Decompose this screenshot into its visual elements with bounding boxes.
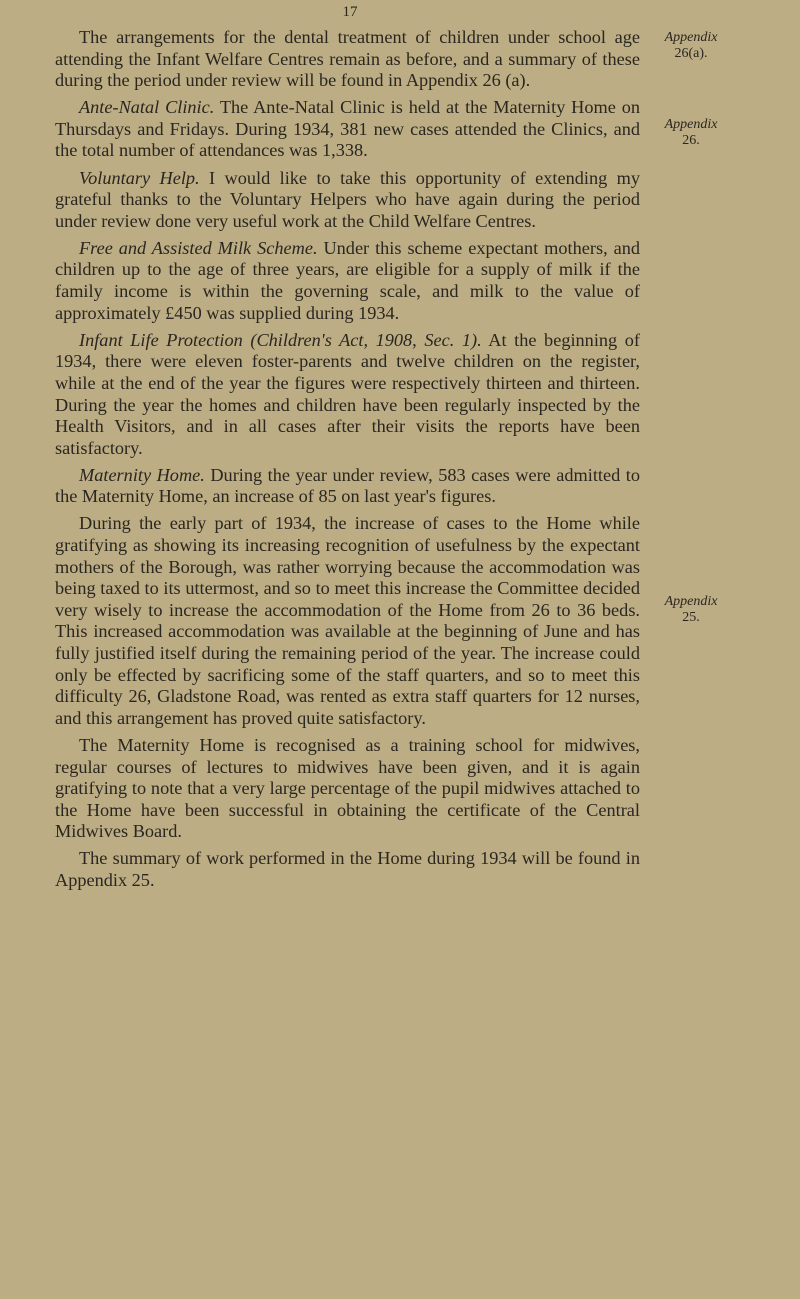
paragraph-text: The Ante-Natal Clinic is held at the Maternity Home on Thursdays and Fridays. During 1934, 381 new cases attended the Clinics, and the total number of attendances was 1,338.	[55, 97, 640, 161]
paragraph-text: At the beginning of 1934, there were eleven foster-parents and twelve children on the register, while at the end of the year the figures were respectively thirteen and thirteen. During the year the homes and children have been regularly inspected by the Health Visitors, and in all cases after their visits the reports have been satisfactory.	[55, 329, 641, 458]
paragraph-heading: Ante-Natal Clinic.	[79, 97, 215, 118]
paragraph-heading: Maternity Home.	[79, 464, 205, 485]
paragraph-heading: Voluntary Help.	[79, 167, 200, 188]
paragraph-text: I would like to take this opportunity of extending my grateful thanks to the Voluntary Helpers who have again during the period under review done very useful work at the Child Welfare Centres.	[55, 167, 640, 231]
paragraph-infant-life	[55, 330, 640, 460]
page-number: 17	[342, 4, 358, 20]
margin-note-label: Appendix	[664, 117, 718, 132]
paragraph-milk-scheme	[55, 238, 640, 324]
margin-note-appendix-26	[646, 117, 736, 149]
paragraph-accommodation	[55, 513, 640, 729]
paragraph-heading: Infant Life Protection (Children's Act, 1908, Sec. 1).	[79, 329, 482, 350]
paragraph-dental	[55, 27, 640, 92]
paragraph-maternity-home	[55, 465, 640, 508]
margin-note-appendix-25	[646, 594, 736, 626]
margin-note-ref: 26(a).	[674, 46, 708, 61]
margin-note-label: Appendix	[664, 594, 718, 609]
margin-note-label: Appendix	[664, 30, 718, 45]
paragraph-voluntary-help	[55, 168, 640, 233]
paragraph-training	[55, 735, 640, 843]
paragraph-text: The Maternity Home is recognised as a training school for midwives, regular courses of lectures to midwives have been given, and it is again gratifying to note that a very large percentage of the pupil midwives attached to the Home have been successful in obtaining the certificate of the Central Midwives Board.	[55, 734, 640, 842]
paragraph-text: The arrangements for the dental treatment of children under school age attending the Infant Welfare Centres remain as before, and a summary of these during the period under review will be found in Appendix 26 (a).	[55, 27, 640, 91]
margin-note-ref: 25.	[682, 610, 700, 625]
paragraph-text: During the year under review, 583 cases were admitted to the Maternity Home, an increase of 85 on last year's figures.	[55, 464, 641, 507]
document-body	[55, 27, 640, 897]
paragraph-text: The summary of work performed in the Home during 1934 will be found in Appendix 25.	[55, 848, 640, 890]
paragraph-ante-natal	[55, 97, 640, 162]
margin-note-ref: 26.	[682, 133, 700, 148]
paragraph-heading: Free and Assisted Milk Scheme.	[79, 237, 318, 258]
paragraph-summary	[55, 848, 640, 891]
margin-note-appendix-26a	[646, 30, 736, 62]
paragraph-text: During the early part of 1934, the increase of cases to the Home while gratifying as showing its increasing recognition of usefulness by the expectant mothers of the Borough, was rather worrying because the accommodation was being taxed to its uttermost, and so to meet this increase the Committee decided very wisely to increase the accommodation of the Home from 26 to 36 beds. This increased accommodation was available at the beginning of June and has fully justified itself during the remaining period of the year. The increase could only be effected by sacrificing some of the staff quarters, and so to meet this difficulty 26, Gladstone Road, was rented as extra staff quarters for 12 nurses, and this arrangement has proved quite satisfactory.	[55, 513, 640, 728]
paragraph-text: Under this scheme expectant mothers, and children up to the age of three years, are eligible for a supply of milk if the family income is within the governing scale, and milk to the value of approximately £450 was supplied during 1934.	[55, 237, 640, 323]
